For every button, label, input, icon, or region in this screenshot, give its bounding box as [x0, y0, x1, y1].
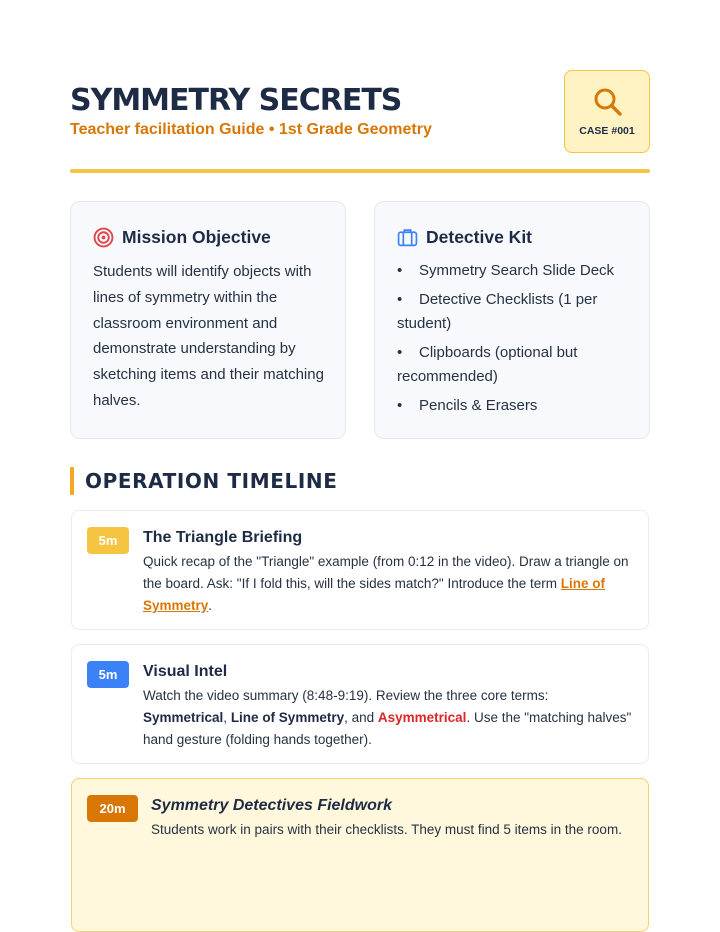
detective-kit-card [374, 201, 650, 439]
list-item: • Symmetry Search Slide Deck [397, 262, 615, 279]
mission-objective-title: Mission Objective [122, 226, 271, 247]
briefcase-icon [397, 227, 418, 248]
case-badge [564, 70, 650, 153]
page-title: SYMMETRY SECRETS [70, 83, 402, 118]
page-header [70, 70, 650, 170]
step-title: Symmetry Detectives Fieldwork [151, 797, 392, 814]
step-description: Students work in pairs with their checklists. They must find 5 items in the room. [151, 822, 622, 837]
list-item: • Pencils & Erasers [397, 396, 538, 414]
term-line-of-symmetry: Line of Symmetry [230, 709, 345, 725]
timeline-heading-bar [70, 467, 74, 495]
term-asymmetrical: Asymmetrical [377, 709, 467, 725]
list-item: • Detective Checklists (1 per student) [397, 290, 598, 332]
magnifier-icon [592, 86, 624, 118]
page-subtitle: Teacher facilitation Guide • 1st Grade Geometry [70, 121, 432, 138]
step-title: The Triangle Briefing [143, 529, 303, 546]
duration-badge: 20m [87, 795, 138, 822]
case-label: CASE #001 [579, 125, 635, 137]
line-of-symmetry-link[interactable]: Line of Symmetry [143, 575, 606, 613]
term-symmetrical: Symmetrical [143, 709, 224, 725]
step-title: Visual Intel [143, 663, 228, 680]
list-item: • Clipboards (optional but recommended) [397, 343, 578, 385]
timeline-step-visual-intel [71, 644, 649, 764]
mission-objective-body: Students will identify objects with lines of symmetry within the classroom environment and demonstrate understanding by sketching items and their matching halves. [93, 263, 324, 409]
step-description: Quick recap of the "Triangle" example (from 0:12 in the video). Draw a triangle on the board. Ask: "If I fold this, will the sides match?" Introduce the term Line of Symmetry. [143, 554, 629, 613]
header-divider [70, 169, 650, 173]
timeline-step-triangle-briefing [71, 510, 649, 630]
detective-kit-header [397, 226, 532, 248]
detective-kit-list [397, 259, 633, 422]
mission-objective-card [70, 201, 346, 439]
step-description: Watch the video summary (8:48-9:19). Review the three core terms: Symmetrical, Line of Symmetry, and Asymmetrical. Use the "matching halves" hand gesture (folding hands together). [143, 688, 632, 747]
mission-objective-header [93, 226, 271, 248]
target-icon [93, 227, 114, 248]
duration-badge: 5m [87, 661, 129, 688]
duration-badge: 5m [87, 527, 129, 554]
timeline-heading-text: OPERATION TIMELINE [85, 469, 338, 493]
detective-kit-title: Detective Kit [426, 226, 533, 247]
timeline-step-fieldwork [71, 778, 649, 932]
